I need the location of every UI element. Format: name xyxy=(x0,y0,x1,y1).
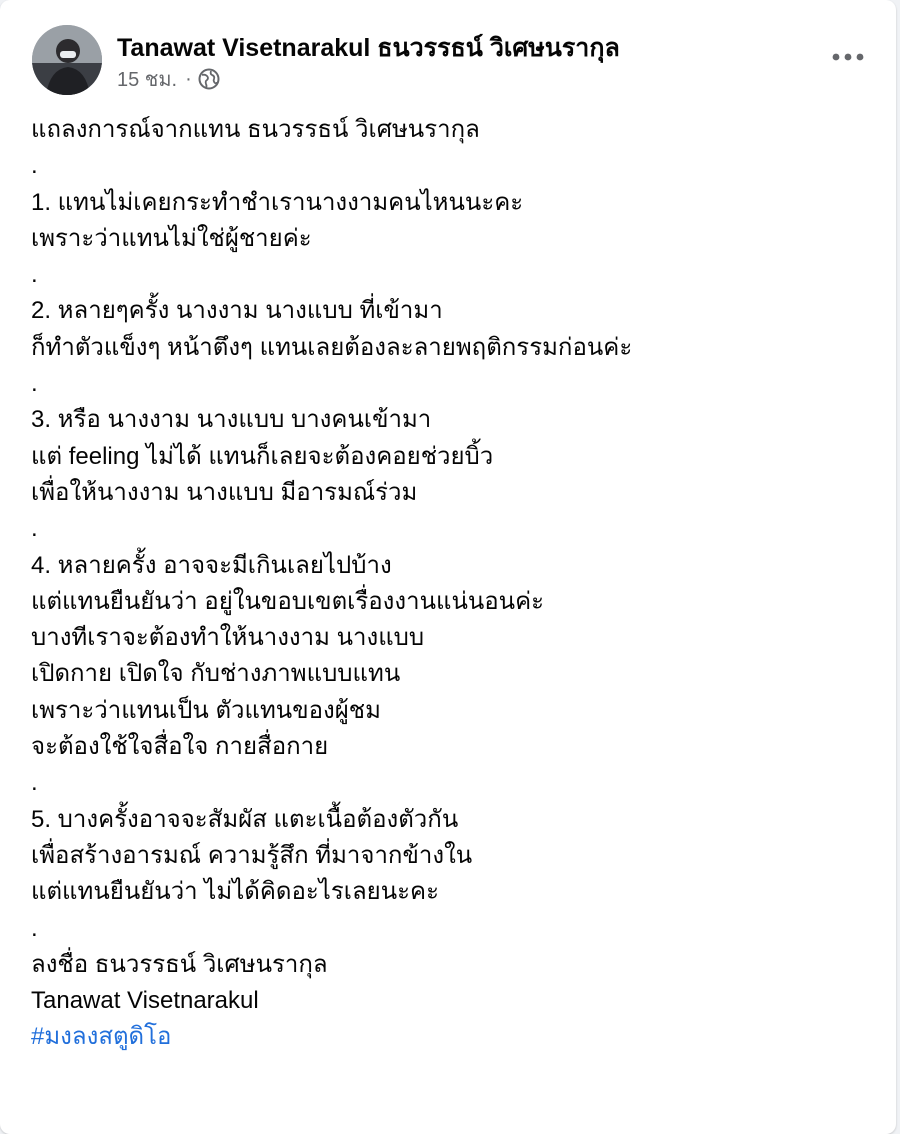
post-line: จะต้องใช้ใจสื่อใจ กายสื่อกาย xyxy=(31,733,329,761)
more-options-icon[interactable] xyxy=(828,42,868,72)
post-line: เพราะว่าแทนเป็น ตัวแทนของผู้ชม xyxy=(31,696,381,724)
post-timestamp[interactable]: 15 ชม. xyxy=(117,69,178,91)
post-body xyxy=(31,112,871,1056)
post-line: ก็ทำตัวแข็งๆ หน้าตึงๆ แทนเลยต้องละลายพฤติกรรมก่อนค่ะ xyxy=(31,333,633,361)
post-line: แต่แทนยืนยันว่า ไม่ได้คิดอะไรเลยนะคะ xyxy=(31,878,439,906)
post-line: . xyxy=(31,769,38,797)
meta-separator: · xyxy=(185,67,192,90)
avatar-image xyxy=(32,25,102,95)
post-line: เพื่อสร้างอารมณ์ ความรู้สึก ที่มาจากข้างใน xyxy=(31,841,473,869)
post-line: Tanawat Visetnarakul xyxy=(31,987,259,1015)
post-line: เพื่อให้นางงาม นางแบบ มีอารมณ์ร่วม xyxy=(31,478,418,506)
post-line: 5. บางครั้งอาจจะสัมผัส แตะเนื้อต้องตัวกัน xyxy=(31,805,459,833)
post-line: 2. หลายๆครั้ง นางงาม นางแบบ ที่เข้ามา xyxy=(31,297,443,325)
globe-icon[interactable] xyxy=(198,68,220,90)
post-line: 1. แทนไม่เคยกระทำชำเรานางงามคนไหนนะคะ xyxy=(31,188,524,216)
post-line: เปิดกาย เปิดใจ กับช่างภาพแบบแทน xyxy=(31,660,401,688)
post-line: ลงชื่อ ธนวรรธน์ วิเศษนรากุล xyxy=(31,950,328,978)
post-line: . xyxy=(31,370,38,398)
post-header xyxy=(0,0,896,110)
post-line: 3. หรือ นางงาม นางแบบ บางคนเข้ามา xyxy=(31,406,432,434)
avatar[interactable] xyxy=(32,25,102,95)
hashtag-link[interactable]: #มงลงสตูดิโอ xyxy=(31,1023,172,1051)
author-name[interactable]: Tanawat Visetnarakul ธนวรรธน์ วิเศษนรากุล xyxy=(117,34,620,62)
post-line: เพราะว่าแทนไม่ใช่ผู้ชายค่ะ xyxy=(31,224,312,252)
post-line: . xyxy=(31,261,38,289)
post-line: บางทีเราจะต้องทำให้นางงาม นางแบบ xyxy=(31,624,425,652)
post-line: แถลงการณ์จากแทน ธนวรรธน์ วิเศษนรากุล xyxy=(31,116,480,143)
post-line: . xyxy=(31,515,38,543)
post-line: . xyxy=(31,152,38,180)
post-meta xyxy=(117,66,220,92)
post-line: แต่แทนยืนยันว่า อยู่ในขอบเขตเรื่องงานแน่นอนค่ะ xyxy=(31,587,545,615)
post-line: แต่ feeling ไม่ได้ แทนก็เลยจะต้องคอยช่วยบิ้ว xyxy=(31,442,494,470)
post-line: . xyxy=(31,914,38,942)
post-line: 4. หลายครั้ง อาจจะมีเกินเลยไปบ้าง xyxy=(31,551,392,579)
